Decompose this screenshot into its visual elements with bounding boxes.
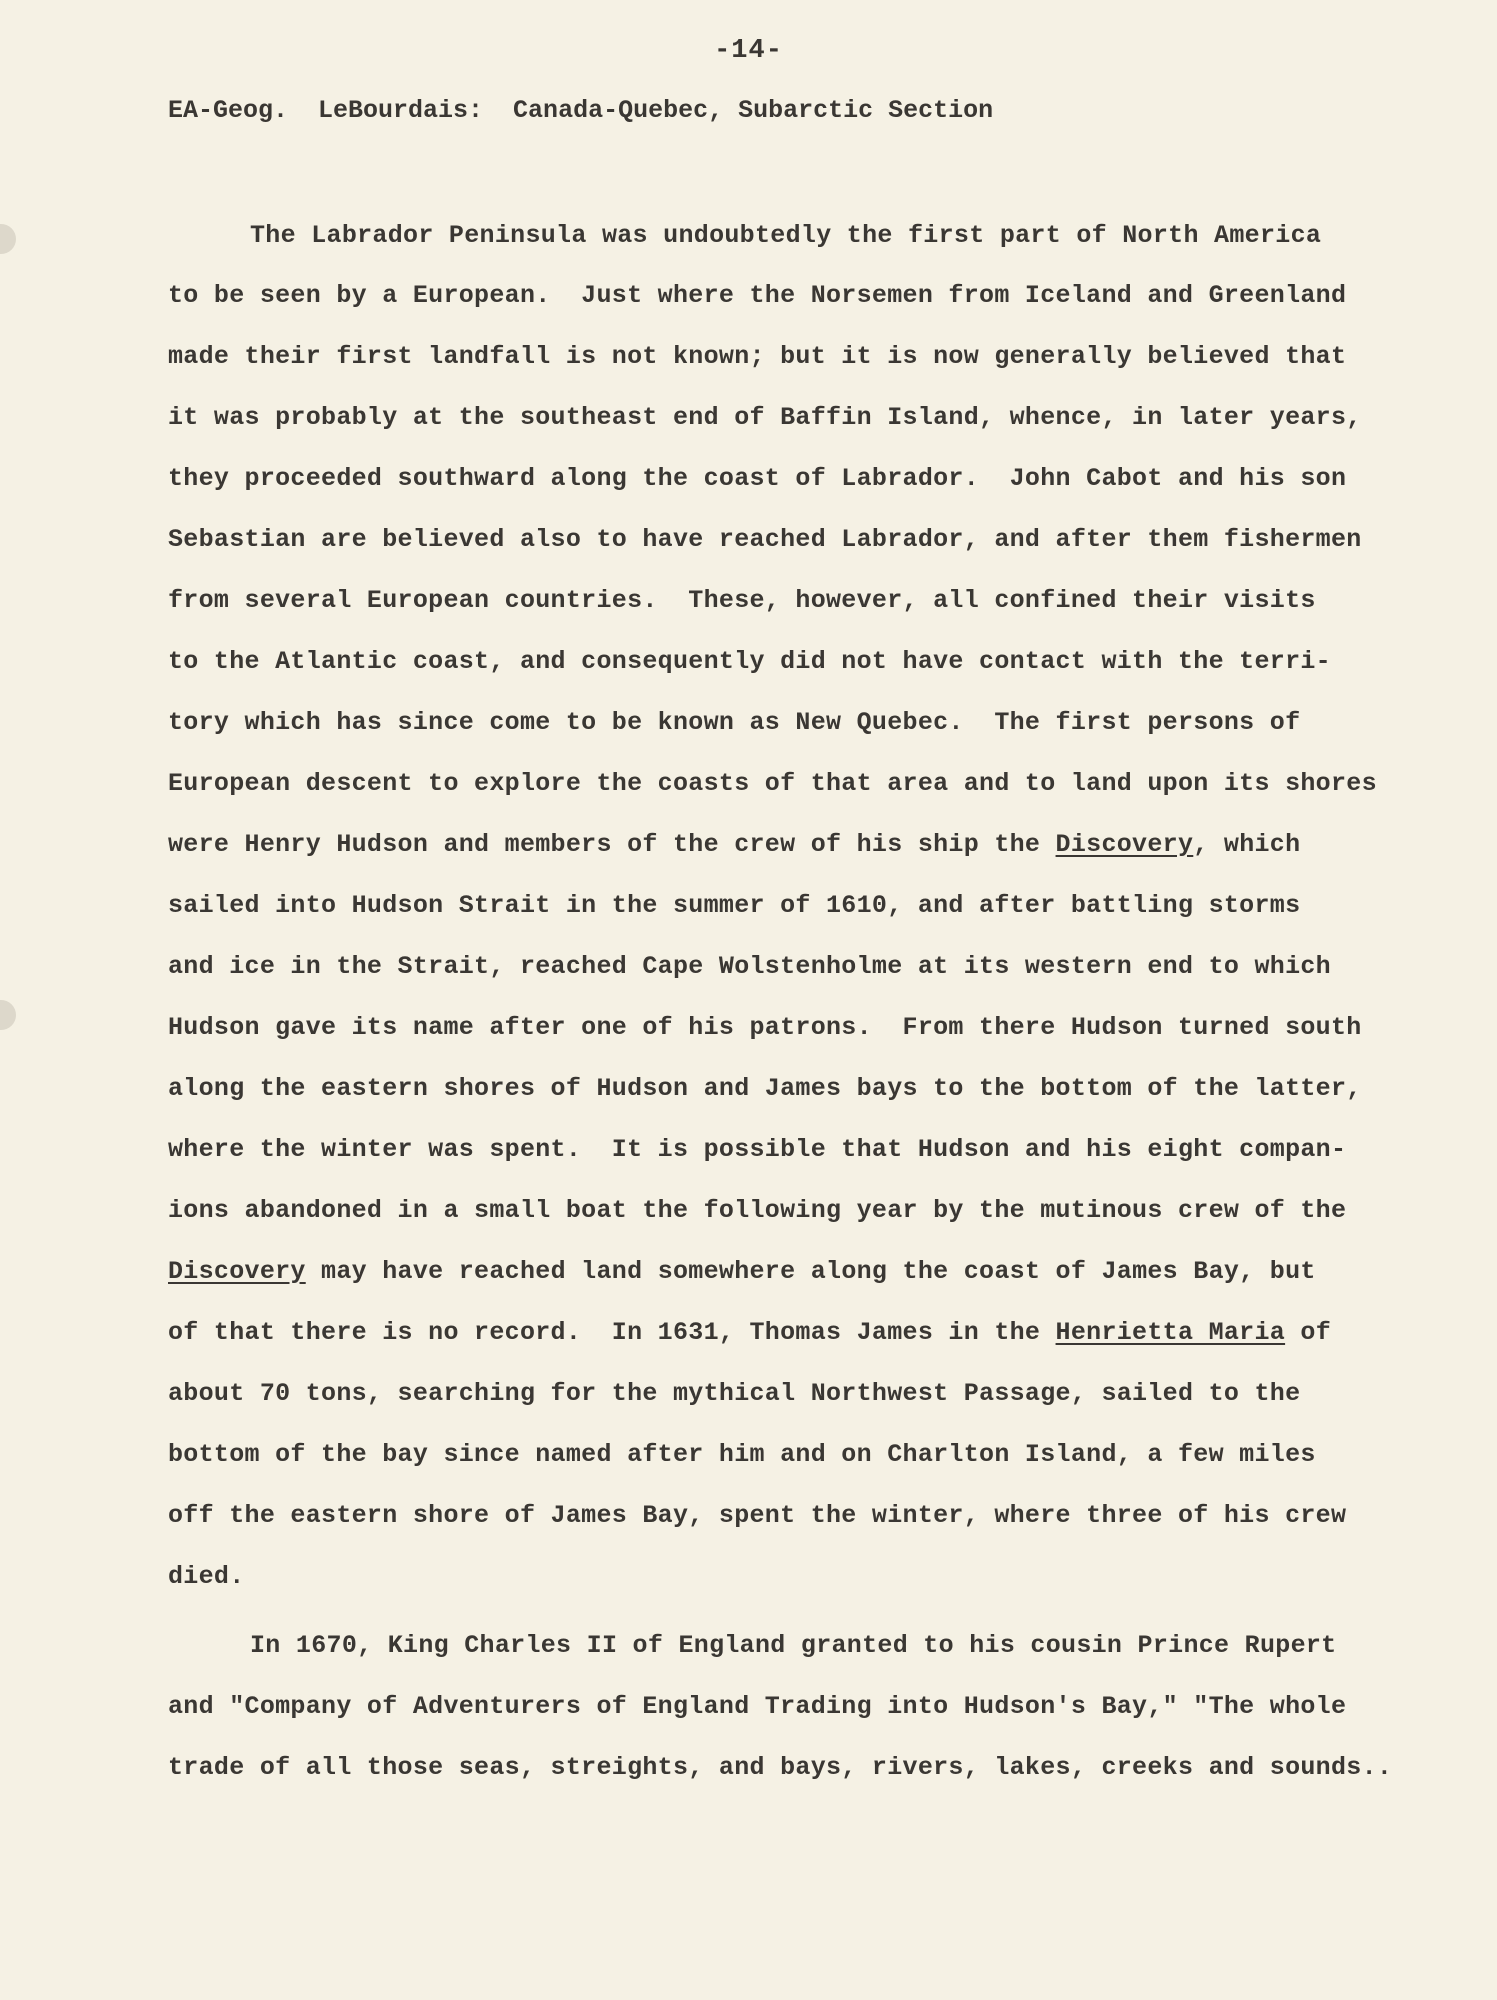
- text-segment: were Henry Hudson and members of the crew of his ship the: [168, 830, 1056, 859]
- text-line: sailed into Hudson Strait in the summer of 1610, and after battling storms: [168, 891, 1301, 920]
- text-line: In 1670, King Charles II of England granted to his cousin Prince Rupert: [250, 1631, 1337, 1660]
- text-line: [168, 830, 1300, 859]
- text-line: and "Company of Adventurers of England Trading into Hudson's Bay," "The whole: [168, 1692, 1347, 1721]
- text-line: made their first landfall is not known; but it is now generally believed that: [168, 342, 1347, 371]
- punch-hole: [0, 224, 16, 254]
- page-number: -14-: [714, 36, 783, 66]
- text-segment: may have reached land somewhere along the coast of James Bay, but: [305, 1257, 1316, 1286]
- text-segment: of that there is no record. In 1631, Thomas James in the: [168, 1318, 1056, 1347]
- text-line: from several European countries. These, however, all confined their visits: [168, 586, 1316, 615]
- text-line: to be seen by a European. Just where the Norsemen from Iceland and Greenland: [168, 281, 1347, 310]
- text-line: along the eastern shores of Hudson and James bays to the bottom of the latter,: [168, 1074, 1362, 1103]
- text-line: it was probably at the southeast end of Baffin Island, whence, in later years,: [168, 403, 1362, 432]
- text-segment: , which: [1193, 830, 1301, 859]
- text-line: and ice in the Strait, reached Cape Wolstenholme at its western end to which: [168, 952, 1331, 981]
- text-line: bottom of the bay since named after him and on Charlton Island, a few miles: [168, 1440, 1316, 1469]
- text-line: tory which has since come to be known as New Quebec. The first persons of: [168, 708, 1301, 737]
- text-line: about 70 tons, searching for the mythical Northwest Passage, sailed to the: [168, 1379, 1301, 1408]
- text-segment: of: [1285, 1318, 1332, 1347]
- text-line: where the winter was spent. It is possible that Hudson and his eight compan-: [168, 1135, 1347, 1164]
- ship-name: Discovery: [168, 1257, 306, 1286]
- text-line: Sebastian are believed also to have reached Labrador, and after them fishermen: [168, 525, 1362, 554]
- ship-name: Discovery: [1055, 830, 1194, 859]
- text-line: [168, 1318, 1331, 1347]
- text-line: The Labrador Peninsula was undoubtedly the first part of North America: [250, 221, 1322, 250]
- ship-name: Henrietta Maria: [1055, 1318, 1286, 1347]
- text-line: Hudson gave its name after one of his patrons. From there Hudson turned south: [168, 1013, 1362, 1042]
- text-line: trade of all those seas, streights, and bays, rivers, lakes, creeks and sounds..: [168, 1753, 1393, 1782]
- text-line: to the Atlantic coast, and consequently did not have contact with the terri-: [168, 647, 1331, 676]
- text-line: died.: [168, 1562, 245, 1591]
- text-line: ions abandoned in a small boat the following year by the mutinous crew of the: [168, 1196, 1347, 1225]
- text-line: [168, 1257, 1316, 1286]
- text-line: they proceeded southward along the coast of Labrador. John Cabot and his son: [168, 464, 1347, 493]
- punch-hole: [0, 1000, 16, 1030]
- text-line: European descent to explore the coasts of that area and to land upon its shores: [168, 769, 1377, 798]
- running-header: EA-Geog. LeBourdais: Canada-Quebec, Subarctic Section: [168, 96, 994, 125]
- text-line: off the eastern shore of James Bay, spent the winter, where three of his crew: [168, 1501, 1347, 1530]
